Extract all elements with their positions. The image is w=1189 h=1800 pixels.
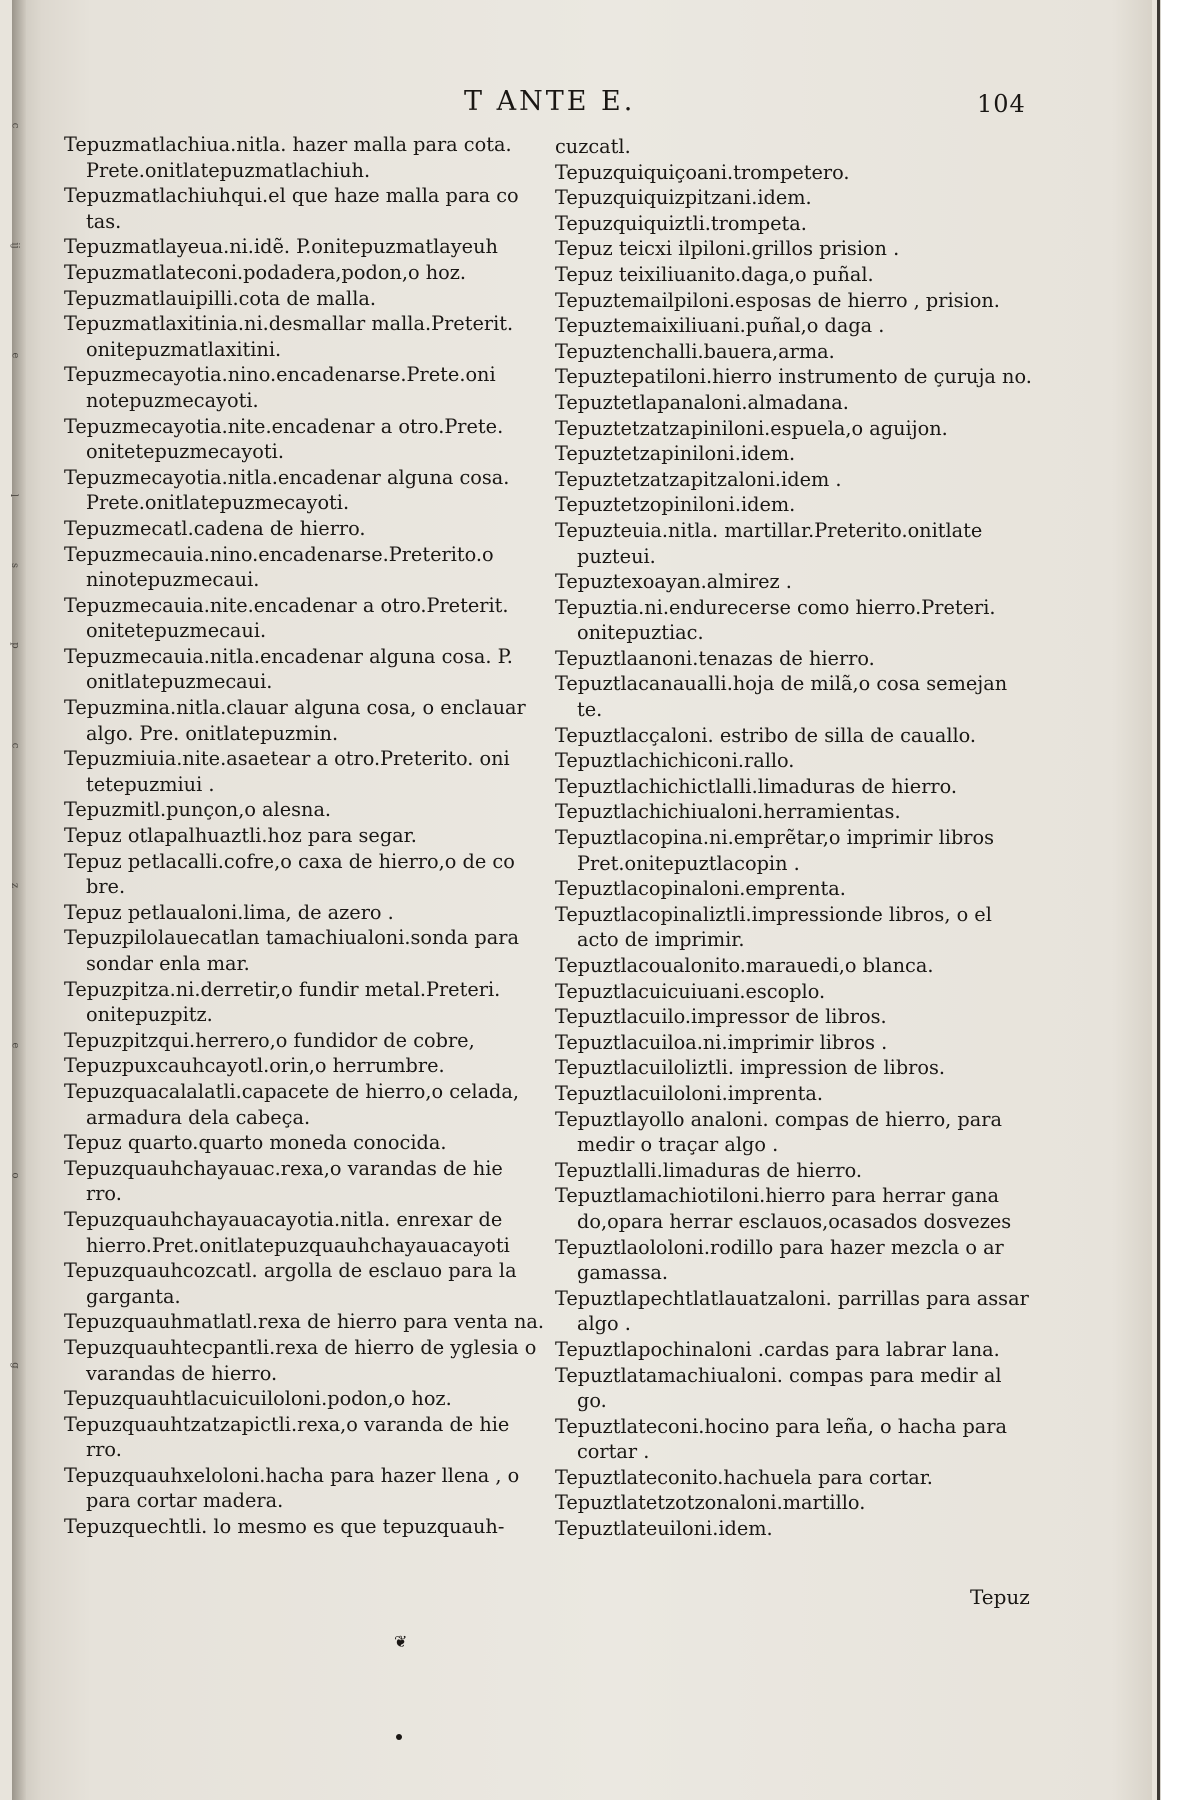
dictionary-entry: Tepuztlacopina.ni.emprẽtar,o imprimir libros Pret.onitepuztlacopin . bbox=[555, 826, 995, 875]
margin-mark: p bbox=[9, 642, 21, 649]
dictionary-entry: Tepuz quarto.quarto moneda conocida. bbox=[64, 1131, 447, 1155]
dictionary-entry: Tepuztlacçaloni. estribo de silla de cauallo. bbox=[555, 723, 977, 747]
dictionary-entry: Tepuzquauhmatlatl.rexa de hierro para venta na. bbox=[64, 1310, 545, 1334]
dictionary-entry: Tepuztlachichiualoni.herramientas. bbox=[555, 800, 901, 824]
dictionary-entry: Tepuzmatlachiuhqui.el que haze malla para co tas. bbox=[64, 184, 519, 233]
dictionary-entry: Tepuzquauhcozcatl. argolla de esclauo para la garganta. bbox=[64, 1259, 517, 1308]
dictionary-entry: Tepuz petlaualoni.lima, de azero . bbox=[64, 900, 394, 924]
dictionary-entry: Tepuztlalli.limaduras de hierro. bbox=[555, 1158, 863, 1182]
dictionary-entry: Tepuzteuia.nitla. martillar.Preterito.onitlate puzteui. bbox=[555, 518, 983, 568]
dictionary-entry: cuzcatl. bbox=[555, 135, 631, 158]
catchword: Tepuz bbox=[970, 1585, 1030, 1609]
page-number: 104 bbox=[977, 90, 1026, 118]
margin-mark: c bbox=[9, 122, 21, 129]
footer-ornament: ❦ bbox=[394, 1632, 408, 1651]
dictionary-entry: Tepuztlacuiloa.ni.imprimir libros . bbox=[555, 1030, 888, 1054]
dictionary-entry: Tepuztetzapiniloni.idem. bbox=[555, 442, 796, 466]
dictionary-entry: Tepuz otlapalhuaztli.hoz para segar. bbox=[64, 824, 417, 848]
dictionary-entry: Tepuzmecayotia.nite.encadenar a otro.Prete. onitetepuzmecayoti. bbox=[64, 414, 504, 464]
dictionary-entry: Tepuzquiquiçoani.trompetero. bbox=[555, 160, 850, 184]
dictionary-entry: Tepuztetzatzapitzaloni.idem . bbox=[555, 467, 842, 491]
dictionary-entry: Tepuztlacoualonito.marauedi,o blanca. bbox=[555, 954, 934, 977]
margin-mark: c bbox=[9, 742, 21, 749]
dictionary-entry: Tepuzmatlayeua.ni.idẽ. P.onitepuzmatlayeuh bbox=[64, 235, 498, 259]
dictionary-entry: Tepuztlaololoni.rodillo para hazer mezcla o ar gamassa. bbox=[555, 1235, 1004, 1285]
dictionary-entry: Tepuzmatlauipilli.cota de malla. bbox=[64, 286, 377, 310]
dictionary-entry: Tepuzmatlaxitinia.ni.desmallar malla.Preterit. onitepuzmatlaxitini. bbox=[64, 312, 514, 361]
dictionary-entry: Tepuzmitl.punçon,o alesna. bbox=[64, 798, 332, 822]
dictionary-entry: Tepuztlacuilo.impressor de libros. bbox=[555, 1005, 887, 1029]
dictionary-entry: Tepuztetzopiniloni.idem. bbox=[555, 493, 796, 517]
margin-mark: l bbox=[8, 493, 20, 498]
dictionary-entry: Tepuztlacopinaloni.emprenta. bbox=[555, 877, 846, 901]
dictionary-entry: Tepuzmatlateconi.podadera,podon,o hoz. bbox=[64, 260, 467, 284]
dictionary-entry: Tepuztlamachiotiloni.hierro para herrar gana do,opara herrar esclauos,ocasados dosvezes bbox=[555, 1184, 1012, 1233]
dictionary-entry: Tepuzmecayotia.nino.encadenarse.Prete.oni notepuzmecayoti. bbox=[64, 363, 496, 412]
margin-mark: ij bbox=[9, 242, 21, 249]
dictionary-entry: Tepuzquauhchayauacayotia.nitla. enrexar de hierro.Pret.onitlatepuzquauhchayauacayoti bbox=[64, 1207, 510, 1257]
dictionary-entry: Tepuzquacalalatli.capacete de hierro,o celada, armadura dela cabeça. bbox=[64, 1079, 520, 1129]
dictionary-entry: Tepuztemailpiloni.esposas de hierro , prision. bbox=[555, 288, 1000, 312]
dictionary-entry: Tepuzmecayotia.nitla.encadenar alguna cosa. Prete.onitlatepuzmecayoti. bbox=[64, 465, 510, 515]
dictionary-entry: Tepuztexoayan.almirez . bbox=[555, 570, 792, 594]
dictionary-entry: Tepuzpilolauecatlan tamachiualoni.sonda para sondar enla mar. bbox=[64, 926, 519, 975]
margin-mark: g bbox=[9, 1362, 21, 1369]
dictionary-entry: Tepuzquiquiztli.trompeta. bbox=[555, 211, 807, 235]
dictionary-entry: Tepuzquiquizpitzani.idem. bbox=[555, 186, 812, 210]
dictionary-entry: Tepuzmecauia.nite.encadenar a otro.Preterit. onitetepuzmecaui. bbox=[64, 593, 509, 643]
dictionary-entry: Tepuzquechtli. lo mesmo es que tepuzquauh- bbox=[64, 1515, 505, 1539]
dictionary-entry: Tepuzmiuia.nite.asaetear a otro.Preterito. oni tetepuzmiui . bbox=[64, 747, 510, 796]
dictionary-entry: Tepuztenchalli.bauera,arma. bbox=[555, 339, 835, 363]
margin-mark: o bbox=[9, 1172, 21, 1179]
dictionary-entry: Tepuzquauhchayauac.rexa,o varandas de hie rro. bbox=[64, 1156, 503, 1206]
dictionary-entry: Tepuztepatiloni.hierro instrumento de çuruja no. bbox=[555, 365, 1032, 389]
dictionary-entry: Tepuztlateconito.hachuela para cortar. bbox=[555, 1465, 933, 1489]
dictionary-entry: Tepuztemaixiliuani.puñal,o daga . bbox=[555, 314, 885, 338]
dictionary-entry: Tepuz teixiliuanito.daga,o puñal. bbox=[555, 262, 874, 286]
dictionary-entry: Tepuzmatlachiua.nitla. hazer malla para cota. Prete.onitlatepuzmatlachiuh. bbox=[64, 133, 512, 182]
dictionary-entry: Tepuztlacanaualli.hoja de milã,o cosa semejan te. bbox=[555, 672, 1008, 722]
dictionary-entry: Tepuzquauhxeloloni.hacha para hazer llena , o para cortar madera. bbox=[64, 1463, 520, 1513]
dictionary-entry: Tepuztlateconi.hocino para leña, o hacha para cortar . bbox=[555, 1414, 1007, 1464]
dictionary-entry: Tepuztlatamachiualoni. compas para medir al go. bbox=[555, 1363, 1002, 1413]
margin-mark: s bbox=[9, 562, 21, 569]
dictionary-entry: Tepuztlaanoni.tenazas de hierro. bbox=[555, 646, 875, 670]
dictionary-entry: Tepuzpitzqui.herrero,o fundidor de cobre, bbox=[64, 1028, 475, 1052]
dictionary-entry: Tepuzmina.nitla.clauar alguna cosa, o enclauar algo. Pre. onitlatepuzmin. bbox=[64, 696, 526, 745]
dictionary-entry: Tepuz petlacalli.cofre,o caxa de hierro,o de co bre. bbox=[64, 849, 515, 899]
dictionary-entry: Tepuztlacopinaliztli.impressionde libros, o el acto de imprimir. bbox=[555, 902, 992, 952]
dictionary-entry: Tepuztlachichictlalli.limaduras de hierro. bbox=[555, 774, 958, 798]
dictionary-entry: Tepuztia.ni.endurecerse como hierro.Preteri. onitepuztiac. bbox=[555, 595, 996, 645]
dictionary-entry: Tepuzmecatl.cadena de hierro. bbox=[64, 516, 366, 540]
dictionary-entry: Tepuzmecauia.nino.encadenarse.Preterito.o ninotepuzmecaui. bbox=[64, 542, 494, 592]
dictionary-entry: Tepuztlachichiconi.rallo. bbox=[555, 749, 795, 773]
dictionary-entry: Tepuztetlapanaloni.almadana. bbox=[555, 390, 849, 414]
dictionary-entry: Tepuztlacuiloliztli. impression de libros. bbox=[555, 1056, 946, 1080]
margin-mark: z bbox=[9, 882, 21, 889]
margin-mark: e bbox=[9, 352, 21, 359]
dictionary-entry: Tepuztlapochinaloni .cardas para labrar lana. bbox=[555, 1337, 1000, 1361]
margin-mark: e bbox=[9, 1042, 21, 1049]
dictionary-entry: Tepuztlateuiloni.idem. bbox=[555, 1517, 773, 1541]
scan-right-strip bbox=[1160, 0, 1189, 1800]
dictionary-entry: Tepuztlapechtlatlauatzaloni. parrillas para assar algo . bbox=[555, 1286, 1029, 1336]
dictionary-entry: Tepuztlatetzotzonaloni.martillo. bbox=[555, 1491, 866, 1515]
dictionary-entry: Tepuzpuxcauhcayotl.orin,o herrumbre. bbox=[64, 1054, 445, 1078]
dictionary-entry: Tepuzquauhtlacuicuiloloni.podon,o hoz. bbox=[64, 1387, 452, 1411]
dictionary-entry: Tepuztlayollo analoni. compas de hierro, para medir o traçar algo . bbox=[555, 1107, 1002, 1157]
dictionary-entry: Tepuztlacuiloloni.imprenta. bbox=[555, 1081, 823, 1105]
dictionary-entry: Tepuzmecauia.nitla.encadenar alguna cosa. P. onitlatepuzmecaui. bbox=[64, 644, 513, 694]
dictionary-entry: Tepuz teicxi ilpiloni.grillos prision . bbox=[555, 237, 900, 261]
dictionary-entry: Tepuzquauhtzatzapictli.rexa,o varanda de hie rro. bbox=[64, 1412, 510, 1462]
dictionary-entry: Tepuztetzatzapiniloni.espuela,o aguijon. bbox=[555, 416, 948, 440]
dictionary-entry: Tepuztlacuicuiuani.escoplo. bbox=[555, 979, 826, 1003]
dictionary-entry: Tepuzquauhtecpantli.rexa de hierro de yglesia o varandas de hierro. bbox=[64, 1335, 537, 1385]
dictionary-entry: Tepuzpitza.ni.derretir,o fundir metal.Preteri. onitepuzpitz. bbox=[64, 977, 501, 1027]
running-head: T ANTE E. bbox=[464, 86, 636, 117]
